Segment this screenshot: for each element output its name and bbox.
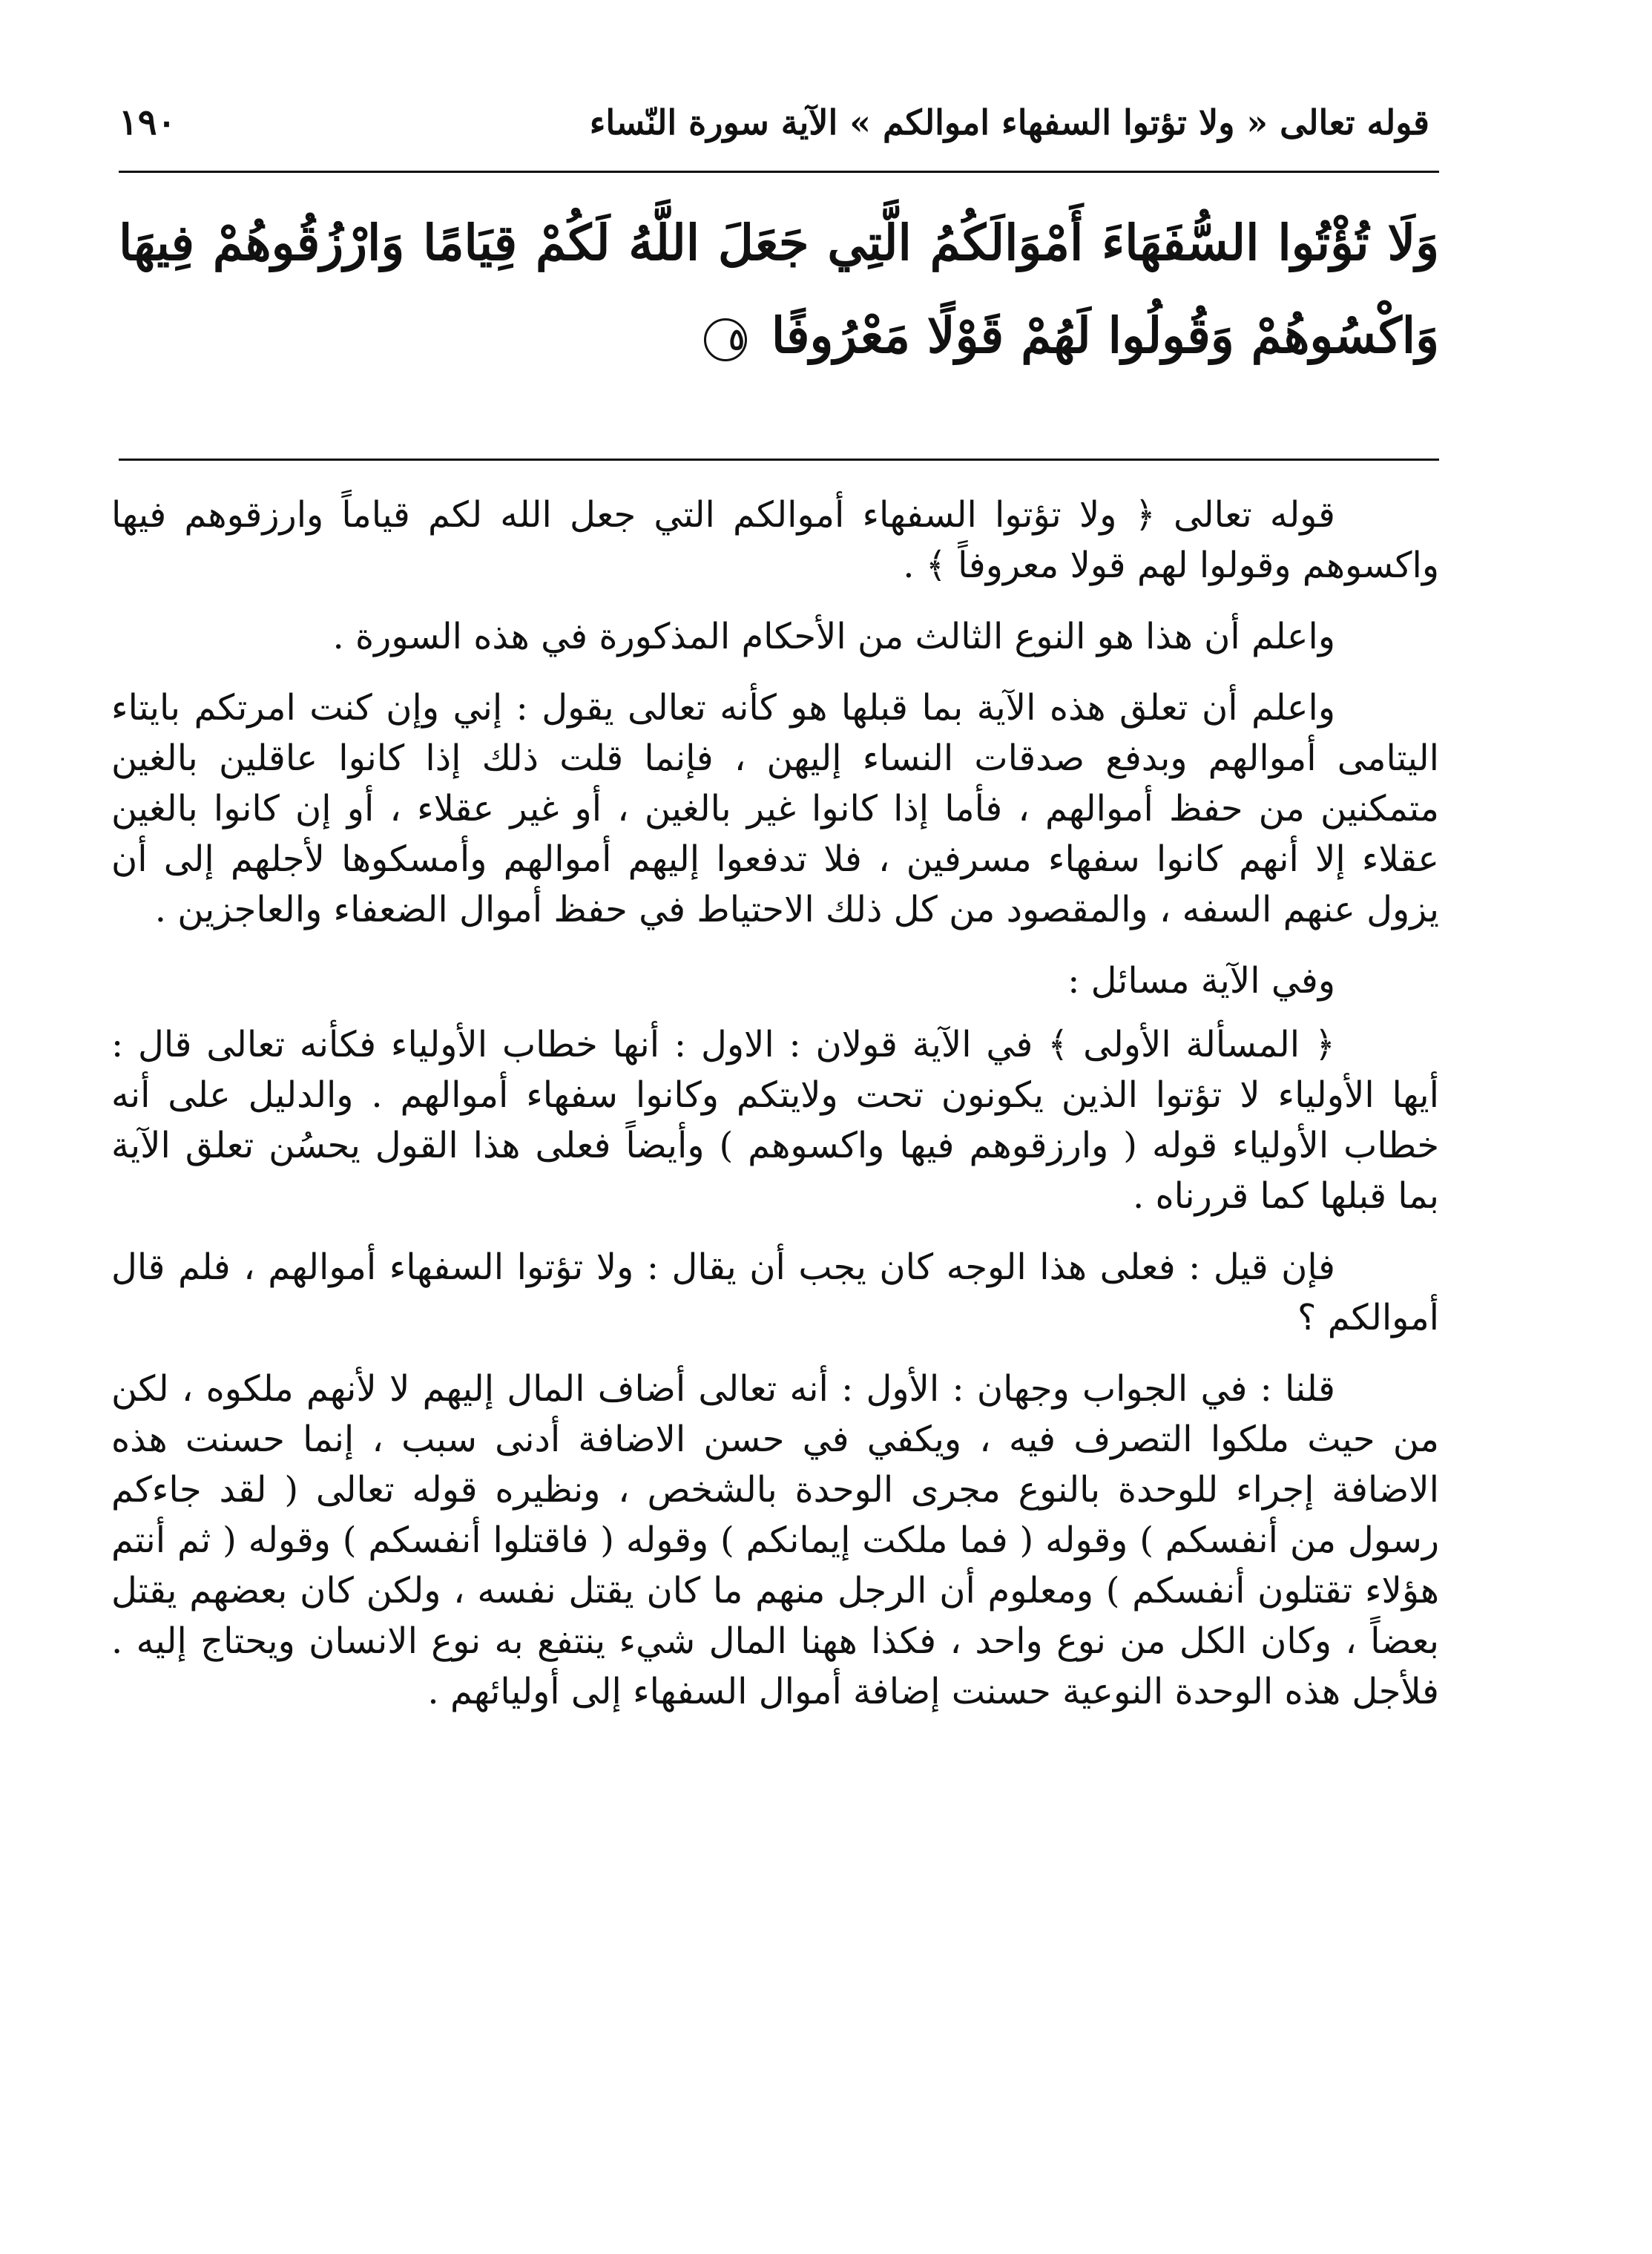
page-number: ١٩٠	[119, 102, 177, 143]
quran-verse	[119, 197, 1439, 449]
paragraph-objection: فإن قيل : فعلى هذا الوجه كان يجب أن يقال : ولا تؤتوا السفهاء أموالهم ، فلم قال أموالكم ؟	[111, 1246, 1439, 1338]
paragraph-first-issue: ﴿ المسألة الأولى ﴾ في الآية قولان : الاول : أنها خطاب الأولياء فكأنه تعالى قال : أيها الأولياء لا تؤتوا الذين يكونون تحت ولايتكم وكانوا سفهاء أموالهم . والدليل على أنه خطاب الأولياء قوله ( وارزقوهم فيها واكسوهم ) وأيضاً فعلى هذا القول يحسُن تعلق الآية بما قبلها كما قررناه .	[111, 1024, 1440, 1217]
header-title: قوله تعالى « ولا تؤتوا السفهاء اموالكم » الآية سورة النّساء	[589, 102, 1429, 142]
paragraph-issues-intro: وفي الآية مسائل :	[1067, 960, 1335, 1002]
commentary-body	[111, 490, 1439, 1738]
verse-text: وَلَا تُؤْتُوا السُّفَهَاءَ أَمْوَالَكُمُ الَّتِي جَعَلَ اللَّهُ لَكُمْ قِيَامًا وَارْزُقُوهُمْ فِيهَا وَاكْسُوهُمْ وَقُولُوا لَهُمْ قَوْلًا مَعْرُوفًا	[119, 214, 1439, 365]
header-divider	[119, 171, 1439, 173]
running-header	[119, 85, 1429, 160]
ayah-number-marker: ٥	[704, 318, 747, 361]
paragraph-verse-quote: قوله تعالى ﴿ ولا تؤتوا السفهاء أموالكم التي جعل الله لكم قياماً وارزقوهم فيها واكسوهم وقولوا لهم قولا معروفاً ﴾ .	[111, 494, 1439, 586]
paragraph-answer: قلنا : في الجواب وجهان : الأول : أنه تعالى أضاف المال إليهم لا لأنهم ملكوه ، لكن من حيث ملكوا التصرف فيه ، ويكفي في حسن الاضافة أدنى سبب ، إنما حسنت هذه الاضافة إجراء للوحدة بالنوع مجرى الوحدة بالشخص ، ونظيره قوله تعالى ( لقد جاءكم رسول من أنفسكم ) وقوله ( فما ملكت إيمانكم ) وقوله ( فاقتلوا أنفسكم ) وقوله ( ثم أنتم هؤلاء تقتلون أنفسكم ) ومعلوم أن الرجل منهم ما كان يقتل نفسه ، ولكن كان بعضهم يقتل بعضاً ، وكان الكل من نوع واحد ، فكذا ههنا المال شيء ينتفع به نوع الانسان ويحتاج إليه . فلأجل هذه الوحدة النوعية حسنت إضافة أموال السفهاء إلى أوليائهم .	[111, 1368, 1440, 1712]
verse-divider	[119, 459, 1439, 461]
paragraph-third-type: واعلم أن هذا هو النوع الثالث من الأحكام المذكورة في هذه السورة .	[332, 616, 1335, 657]
paragraph-connection: واعلم أن تعلق هذه الآية بما قبلها هو كأنه تعالى يقول : إني وإن كنت امرتكم بايتاء اليتامى أموالهم وبدفع صدقات النساء إليهن ، فإنما قلت ذلك إذا كانوا عاقلين بالغين متمكنين من حفظ أموالهم ، فأما إذا كانوا غير بالغين ، أو غير عقلاء ، أو إن كانوا بالغين عقلاء إلا أنهم كانوا سفهاء مسرفين ، فلا تدفعوا إليهم أموالهم وأمسكوها لأجلهم إلى أن يزول عنهم السفه ، والمقصود من كل ذلك الاحتياط في حفظ أموال الضعفاء والعاجزين .	[111, 687, 1439, 930]
